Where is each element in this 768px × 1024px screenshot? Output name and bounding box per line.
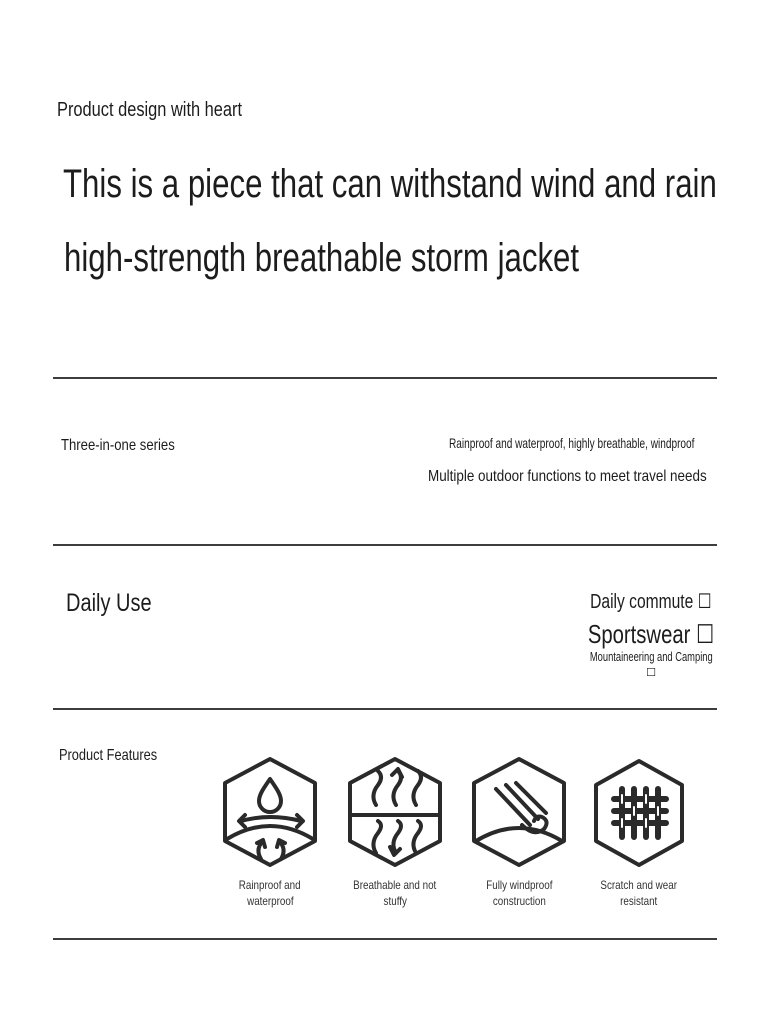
series-description-line-1: Rainproof and waterproof, highly breathable, windproof bbox=[449, 435, 695, 451]
wind-icon bbox=[464, 755, 574, 871]
breathable-arrows-icon bbox=[340, 755, 450, 871]
series-description-line-2: Multiple outdoor functions to meet travel needs bbox=[428, 468, 707, 485]
feature-breathable bbox=[335, 755, 455, 909]
series-label: Three-in-one series bbox=[61, 437, 175, 454]
daily-use-item-camping-mark: ☐ bbox=[646, 667, 656, 679]
divider bbox=[53, 544, 717, 546]
divider bbox=[53, 708, 717, 710]
product-features-label: Product Features bbox=[59, 747, 158, 764]
divider bbox=[53, 938, 717, 940]
daily-use-item-commute: Daily commute ☐ bbox=[590, 591, 712, 613]
feature-caption: Rainproof and waterproof bbox=[239, 878, 301, 908]
feature-windproof bbox=[459, 755, 579, 909]
water-drop-icon bbox=[215, 755, 325, 871]
headline-line-1: This is a piece that can withstand wind and rain bbox=[63, 162, 717, 206]
divider bbox=[53, 377, 717, 379]
feature-wear-resistant bbox=[579, 755, 699, 909]
daily-use-item-sportswear: Sportswear ☐ bbox=[587, 619, 715, 649]
eyebrow-text: Product design with heart bbox=[57, 99, 243, 121]
daily-use-label: Daily Use bbox=[66, 589, 152, 617]
woven-fabric-icon bbox=[584, 755, 694, 871]
daily-use-item-camping: Mountaineering and Camping bbox=[589, 649, 713, 664]
headline-line-2: high-strength breathable storm jacket bbox=[64, 236, 580, 280]
feature-rainproof bbox=[210, 755, 330, 909]
feature-caption: Fully windproof construction bbox=[485, 878, 553, 908]
feature-caption: Scratch and wear resistant bbox=[600, 878, 678, 908]
feature-caption: Breathable and not stuffy bbox=[353, 878, 437, 908]
